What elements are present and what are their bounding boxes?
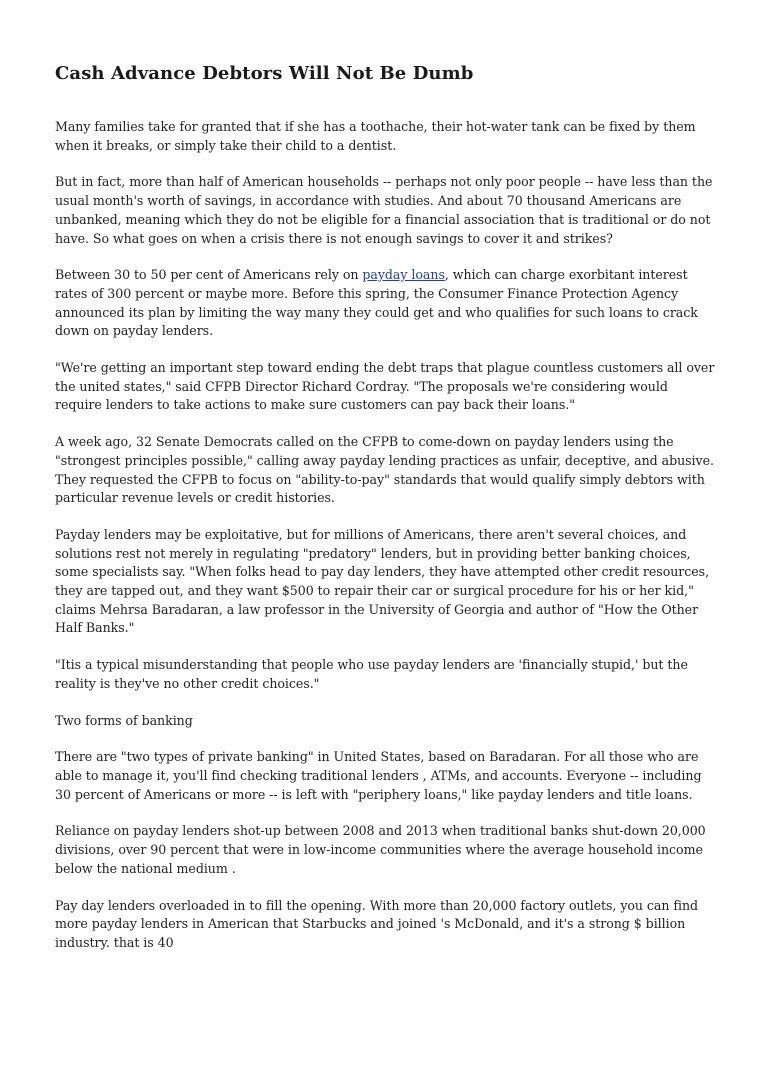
paragraph-5: A week ago, 32 Senate Democrats called on the CFPB to come-down on payday lenders using the "strongest principles possible," calling away payday lending practices as unfair, deceptive, and abusive. They requested the CFPB to focus on "ability-to-pay" standards that would qualify simply debtors with particular revenue levels or credit histories. [55, 434, 714, 506]
article-title: Cash Advance Debtors Will Not Be Dumb [55, 63, 474, 84]
paragraph-2: But in fact, more than half of American households -- perhaps not only poor people -- have less than the usual month's worth of savings, in accordance with studies. And about 70 thousand Americans are unbanked, meaning which they do not be eligible for a financial association that is traditional or do not have. So what goes on when a crisis there is not enough savings to cover it and strikes? [55, 174, 713, 246]
paragraph-3 [55, 266, 717, 341]
article-body [55, 62, 717, 971]
paragraph-11: Pay day lenders overloaded in to fill the opening. With more than 20,000 factory outlets, you can find more payday lenders in American that Starbucks and joined 's McDonald, and it's a strong $ billion industry. that is 40 [55, 897, 699, 950]
section-heading-two-forms-of-banking: Two forms of banking [55, 712, 193, 728]
paragraph-6: Payday lenders may be exploitative, but for millions of Americans, there aren't several choices, and solutions rest not merely in regulating "predatory" lenders, but in providing better banking choices, some specialists say. "When folks head to pay day lenders, they have attempted other credit resources, they are tapped out, and they want $500 to repair their car or surgical procedure for his or her kid," claims Mehrsa Baradaran, a law professor in the University of Georgia and author of "How the Other Half Banks." [55, 526, 710, 636]
payday-loans-link[interactable]: payday loans [362, 267, 445, 283]
paragraph-3-text-start: Between 30 to 50 per cent of Americans rely on [55, 267, 363, 283]
paragraph-4: "We're getting an important step toward ending the debt traps that plague countless customers all over the united states," said CFPB Director Richard Cordray. "The proposals we're considering would require lenders to take actions to make sure customers can pay back their loans." [55, 360, 715, 413]
paragraph-9: There are "two types of private banking" in United States, based on Baradaran. For all those who are able to manage it, you'll find checking traditional lenders , ATMs, and accounts. Everyone -- including 30 percent of Americans or more -- is left with "periphery loans," like payday lenders and title loans. [55, 749, 702, 802]
paragraph-1: Many families take for granted that if she has a toothache, their hot-water tank can be fixed by them when it breaks, or simply take their child to a dentist. [55, 119, 696, 153]
paragraph-10: Reliance on payday lenders shot-up between 2008 and 2013 when traditional banks shut-down 20,000 divisions, over 90 percent that were in low-income communities where the average household income below the national medium . [55, 823, 706, 876]
paragraph-3-text-end: , which can charge exorbitant interest rates of 300 percent or maybe more. Before this spring, the Consumer Finance Protection Agency announced its plan by limiting the way many they could get and who qualifies for such loans to crack down on payday lenders. [55, 267, 698, 339]
paragraph-7: "Itis a typical misunderstanding that people who use payday lenders are 'financially stupid,' but the reality is they've no other credit choices." [55, 657, 688, 691]
